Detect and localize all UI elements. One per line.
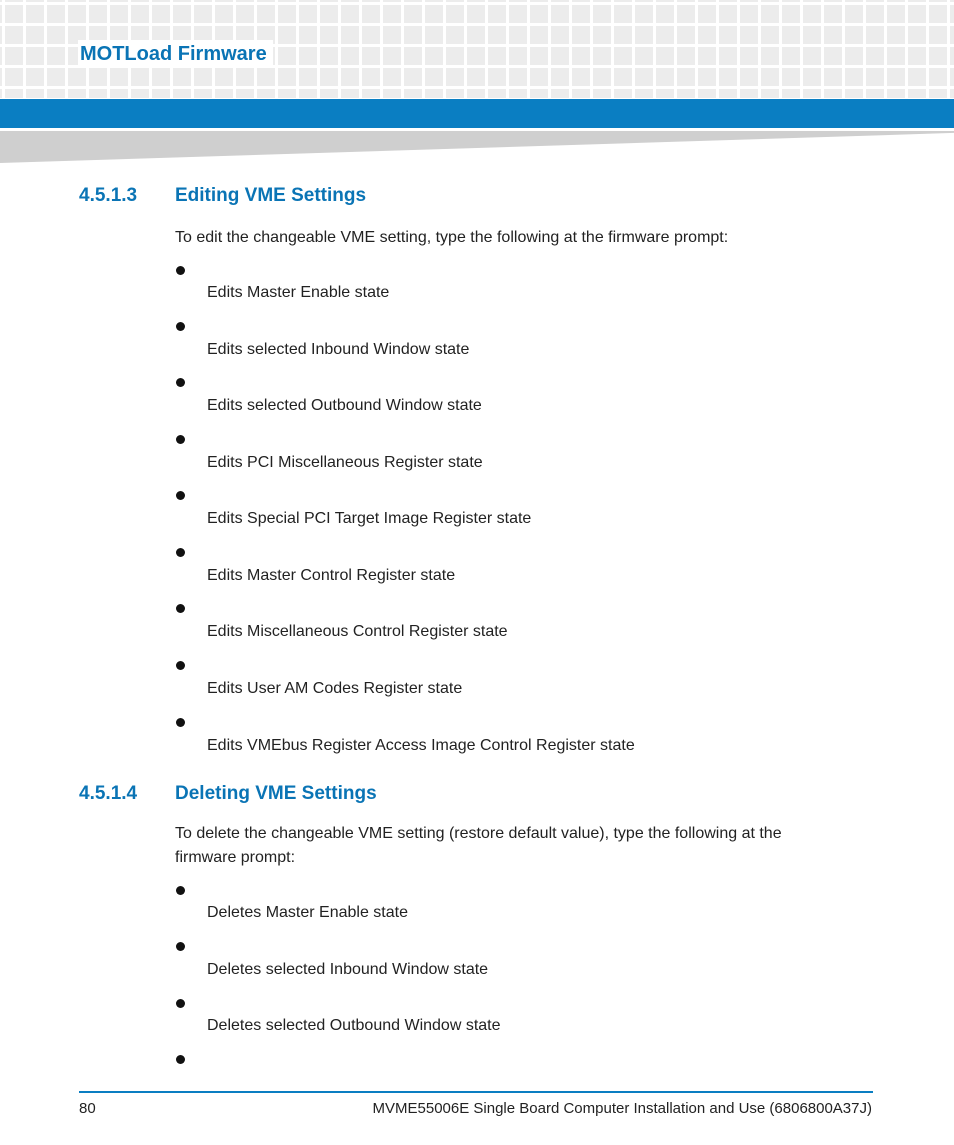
bullet-icon xyxy=(176,604,185,613)
bullet-icon xyxy=(176,718,185,727)
document-title: MVME55006E Single Board Computer Installation and Use (6806800A37J) xyxy=(372,1100,872,1117)
section-intro-line: firmware prompt: xyxy=(175,849,296,866)
section-intro xyxy=(175,822,835,870)
section-number: 4.5.1.4 xyxy=(79,783,138,804)
section-heading-deleting xyxy=(79,782,377,806)
list-item: Edits selected Outbound Window state xyxy=(207,397,482,414)
running-header-title: MOTLoad Firmware xyxy=(78,40,273,68)
header-grey-wedge xyxy=(0,131,954,163)
bullet-icon xyxy=(176,435,185,444)
bullet-icon xyxy=(176,886,185,895)
list-item: Edits PCI Miscellaneous Register state xyxy=(207,454,483,471)
list-item: Edits VMEbus Register Access Image Control Register state xyxy=(207,737,635,754)
bullet-icon xyxy=(176,548,185,557)
list-item: Edits Master Control Register state xyxy=(207,567,456,584)
list-item: Edits selected Inbound Window state xyxy=(207,341,470,358)
section-intro: To edit the changeable VME setting, type the following at the firmware prompt: xyxy=(175,229,729,246)
bullet-icon xyxy=(176,1055,185,1064)
footer-rule xyxy=(79,1091,873,1093)
bullet-icon xyxy=(176,491,185,500)
section-title: Deleting VME Settings xyxy=(175,783,377,804)
bullet-icon xyxy=(176,999,185,1008)
page-number: 80 xyxy=(79,1100,96,1117)
list-item: Edits Miscellaneous Control Register state xyxy=(207,623,508,640)
bullet-icon xyxy=(176,661,185,670)
section-intro-line: To delete the changeable VME setting (restore default value), type the following at the xyxy=(175,825,782,842)
header-blue-bar xyxy=(0,99,954,128)
bullet-icon xyxy=(176,266,185,275)
list-item: Deletes selected Outbound Window state xyxy=(207,1017,501,1034)
section-number: 4.5.1.3 xyxy=(79,185,138,206)
section-heading-editing xyxy=(79,184,366,208)
bullet-icon xyxy=(176,378,185,387)
bullet-icon xyxy=(176,322,185,331)
list-item: Edits Master Enable state xyxy=(207,284,390,301)
list-item: Edits User AM Codes Register state xyxy=(207,680,463,697)
bullet-icon xyxy=(176,942,185,951)
list-item: Edits Special PCI Target Image Register state xyxy=(207,510,532,527)
section-title: Editing VME Settings xyxy=(175,185,367,206)
list-item: Deletes Master Enable state xyxy=(207,904,408,921)
list-item: Deletes selected Inbound Window state xyxy=(207,961,489,978)
